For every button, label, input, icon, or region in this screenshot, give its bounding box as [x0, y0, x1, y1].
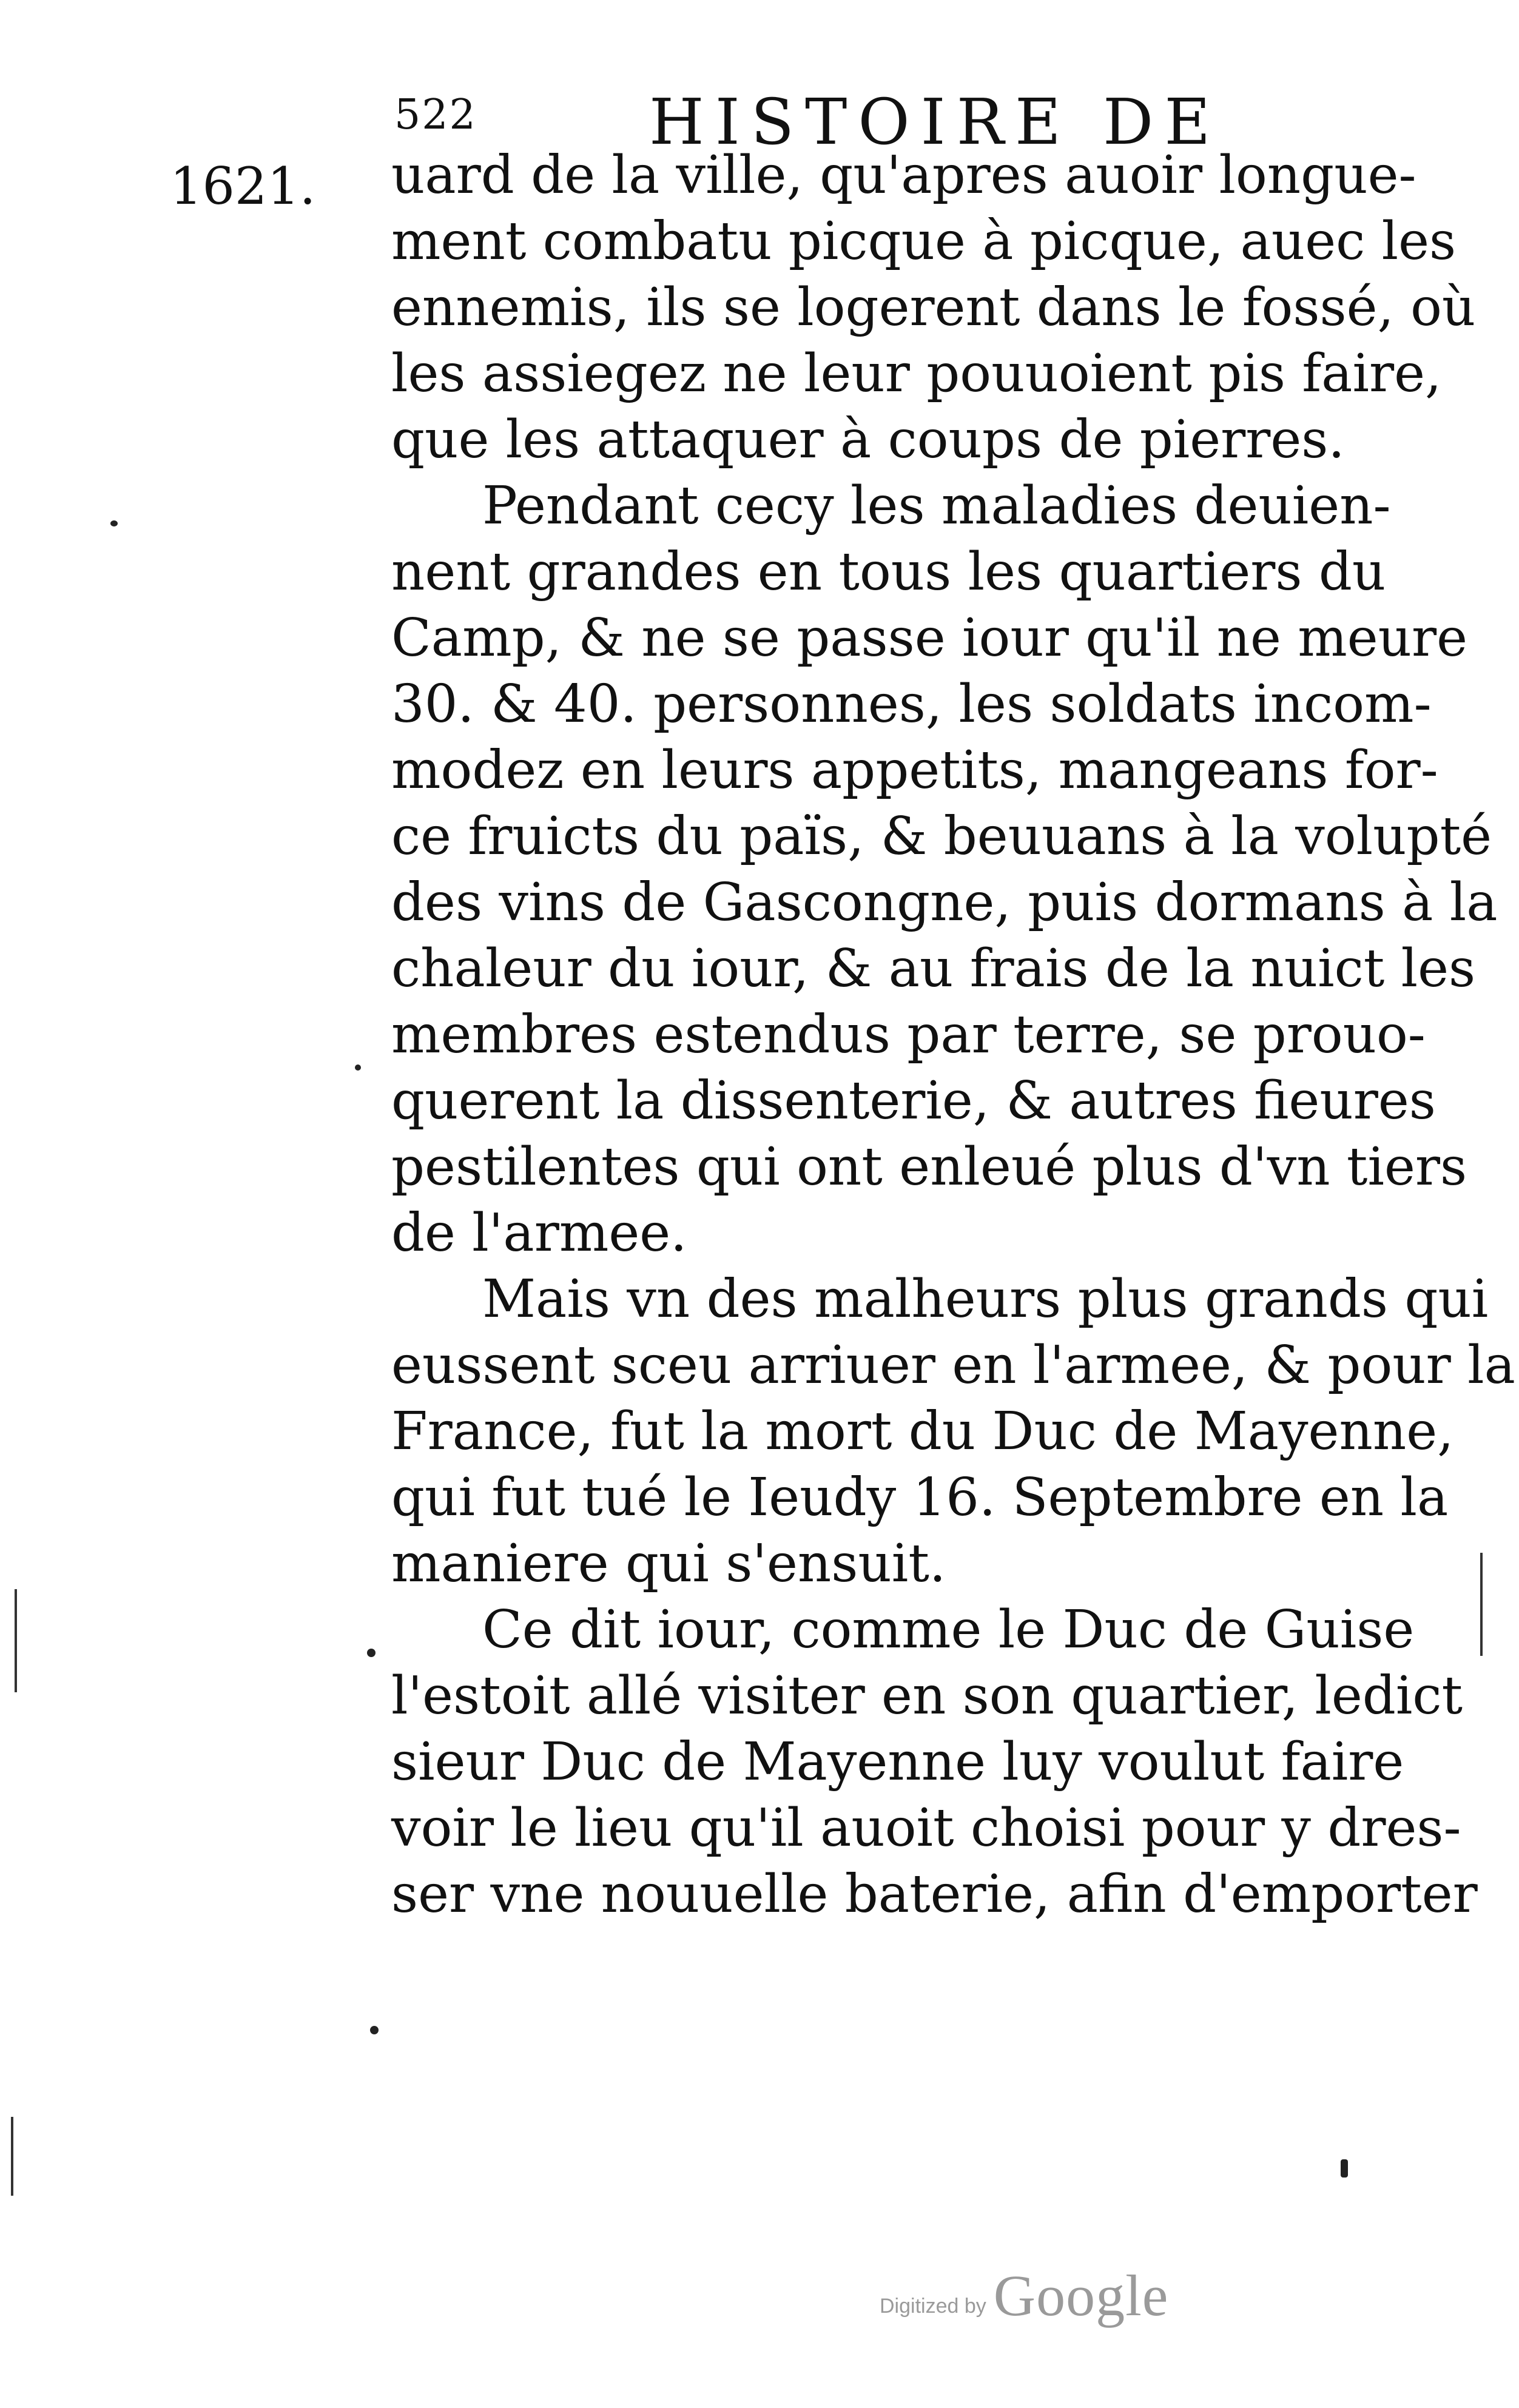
text-line: uard de la ville, qu'apres auoir longue- — [391, 145, 1416, 206]
text-line: querent la dissenterie, & autres fieures — [391, 1071, 1436, 1131]
text-line: voir le lieu qu'il auoit choisi pour y dres- — [391, 1798, 1461, 1858]
body-text — [391, 143, 1515, 1928]
scan-speck — [367, 1649, 376, 1657]
running-title: HISTOIRE DE — [649, 85, 1222, 159]
text-line: sieur Duc de Mayenne luy voulut faire — [391, 1732, 1404, 1792]
text-line: 30. & 40. personnes, les soldats incom- — [391, 674, 1432, 735]
scan-speck — [110, 520, 118, 526]
text-line: ser vne nouuelle baterie, afin d'emporter — [391, 1864, 1478, 1925]
text-line: Mais vn des malheurs plus grands qui — [482, 1269, 1489, 1330]
page-header — [388, 85, 1238, 159]
watermark-logo: Google — [993, 2263, 1169, 2328]
text-line: Camp, & ne se passe iour qu'il ne meure — [391, 608, 1468, 668]
text-line: chaleur du iour, & au frais de la nuict les — [391, 938, 1476, 999]
text-line: Pendant cecy les maladies deuien- — [482, 476, 1391, 536]
scan-speck — [355, 1064, 361, 1071]
scan-speck — [370, 2026, 379, 2034]
text-line: ce fruicts du païs, & beuuans à la volupté — [391, 806, 1492, 867]
text-line: France, fut la mort du Duc de Mayenne, — [391, 1401, 1454, 1462]
text-line: maniere qui s'ensuit. — [391, 1533, 946, 1594]
text-line: ennemis, ils se logerent dans le fossé, où — [391, 277, 1476, 338]
text-line: l'estoit allé visiter en son quartier, ledict — [391, 1666, 1463, 1726]
text-line: modez en leurs appetits, mangeans for- — [391, 740, 1438, 801]
scan-edge-mark — [15, 1589, 17, 1692]
page-number: 522 — [394, 91, 477, 139]
text-line: qui fut tué le Ieudy 16. Septembre en la — [391, 1467, 1449, 1528]
text-line: nent grandes en tous les quartiers du — [391, 542, 1386, 602]
text-line: eussent sceu arriuer en l'armee, & pour la — [391, 1335, 1515, 1396]
scan-speck — [1341, 2159, 1348, 2178]
scan-edge-mark — [1480, 1553, 1483, 1656]
digitized-watermark — [880, 2256, 1168, 2329]
text-line: ment combatu picque à picque, auec les — [391, 211, 1457, 272]
text-line: des vins de Gascongne, puis dormans à la — [391, 872, 1498, 933]
text-line: membres estendus par terre, se prouo- — [391, 1004, 1426, 1065]
text-line: que les attaquer à coups de pierres. — [391, 409, 1345, 470]
watermark-prefix: Digitized by — [880, 2295, 986, 2318]
text-line: de l'armee. — [391, 1203, 687, 1263]
margin-year: 1621. — [170, 156, 316, 216]
scan-edge-mark — [11, 2117, 13, 2196]
text-line: pestilentes qui ont enleué plus d'vn tiers — [391, 1137, 1467, 1197]
text-line: Ce dit iour, comme le Duc de Guise — [482, 1599, 1415, 1660]
text-line: les assiegez ne leur pouuoient pis faire, — [391, 343, 1442, 404]
